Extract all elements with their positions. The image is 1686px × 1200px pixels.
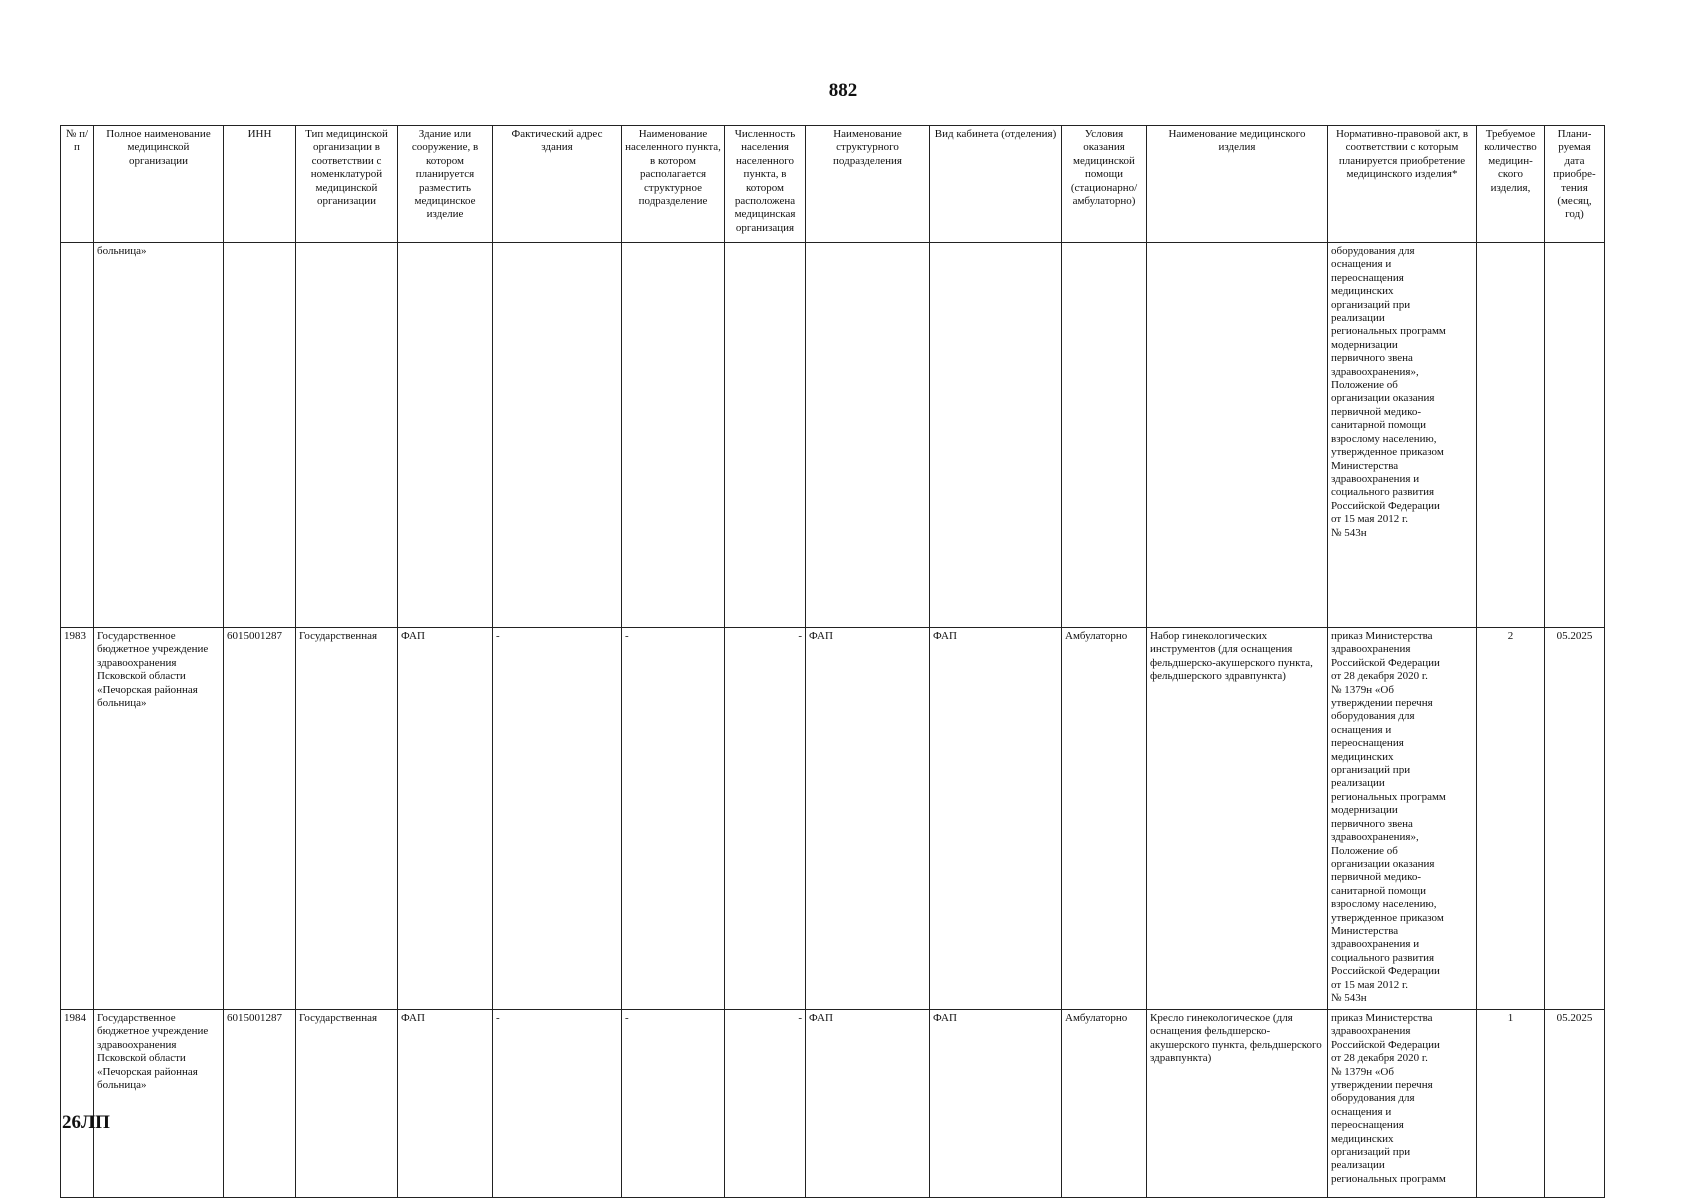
legal-act-line: переоснащения (1331, 1119, 1404, 1132)
legal-act-line: приказ Министерства (1331, 630, 1433, 642)
header-num: № п/п (61, 126, 94, 243)
legal-act-line: оснащения и (1331, 1105, 1392, 1118)
header-org-type: Тип медицинской организации в соответствии с номенклатурой медицинской организации (296, 126, 398, 243)
legal-act-line: Министерства (1331, 459, 1399, 472)
cell-settlement: - (622, 628, 725, 1010)
legal-act-line: модернизации (1331, 338, 1398, 351)
header-settlement: Наименование населенного пункта, в котором располагается структурное подразделение (622, 126, 725, 243)
legal-act-line: здравоохранения и (1331, 472, 1420, 485)
legal-act-line: медицинских (1331, 750, 1394, 763)
cell-population: - (725, 628, 806, 1010)
cell-date (1545, 243, 1605, 628)
legal-act-line: региональных программ (1331, 1172, 1446, 1185)
cell-org: больница» (94, 243, 224, 628)
header-inn: ИНН (224, 126, 296, 243)
cell-conditions (1062, 243, 1147, 628)
table-row (61, 628, 1605, 1010)
legal-act-line: № 1379н «Об (1331, 1065, 1394, 1078)
legal-act-line: организаций при (1331, 764, 1411, 777)
legal-act-line: от 15 мая 2012 г. (1331, 978, 1409, 991)
cell-device: Набор гинекологических инструментов (для оснащения фельдшерско-акушерского пункта, фельдшерского здравпункта) (1147, 628, 1328, 1010)
legal-act-line: № 1379н «Об (1331, 683, 1394, 696)
cell-device (1147, 243, 1328, 628)
legal-act-line: санитарной помощи (1331, 419, 1427, 432)
cell-conditions: Амбулаторно (1062, 1010, 1147, 1198)
cell-type: Государственная (296, 1010, 398, 1198)
legal-act-line: оснащения и (1331, 723, 1392, 736)
cell-settlement (622, 243, 725, 628)
cell-unit: ФАП (806, 1010, 930, 1198)
legal-act-line: социального развития (1331, 486, 1435, 499)
legal-act-line: приказ Министерства (1331, 1012, 1433, 1024)
cell-population: - (725, 1010, 806, 1198)
header-cabinet: Вид кабинета (отделения) (930, 126, 1062, 243)
legal-act-line: утверждении перечня (1331, 1079, 1433, 1092)
cell-date: 05.2025 (1545, 628, 1605, 1010)
legal-act-line: первичного звена (1331, 817, 1413, 830)
legal-act-line: реализации (1331, 777, 1385, 790)
medical-device-registry-table (60, 125, 1605, 1198)
legal-act-line: переоснащения (1331, 271, 1404, 284)
legal-act-line: медицинских (1331, 285, 1394, 298)
legal-act-line: региональных программ (1331, 790, 1446, 803)
header-unit: Наименование структурного подразделения (806, 126, 930, 243)
legal-act-line: от 28 декабря 2020 г. (1331, 670, 1428, 683)
header-address: Фактический адрес здания (493, 126, 622, 243)
cell-num: 1983 (61, 628, 94, 1010)
header-legal-act: Нормативно-правовой акт, в соответствии с которым планируется приобретение медицинского изделия* (1328, 126, 1477, 243)
legal-act-line: Российской Федерации (1331, 499, 1440, 512)
legal-act-line: оснащения и (1331, 258, 1392, 271)
legal-act-line: утверждении перечня (1331, 697, 1433, 710)
legal-act-line: взрослому населению, (1331, 432, 1437, 445)
legal-act-line: от 15 мая 2012 г. (1331, 513, 1409, 526)
legal-act-line: оборудования для (1331, 1092, 1415, 1105)
legal-act-line: реализации (1331, 312, 1385, 325)
legal-act-line: санитарной помощи (1331, 884, 1427, 897)
page-number: 882 (828, 80, 858, 101)
cell-date: 05.2025 (1545, 1010, 1605, 1198)
legal-act-line: Положение об (1331, 844, 1398, 857)
cell-inn (224, 243, 296, 628)
cell-type (296, 243, 398, 628)
legal-act-line: оборудования для (1331, 245, 1415, 257)
legal-act-line: реализации (1331, 1159, 1385, 1172)
legal-act-line: здравоохранения (1331, 1025, 1411, 1038)
legal-act-line: № 543н (1331, 526, 1367, 539)
legal-act-line: Министерства (1331, 924, 1399, 937)
cell-building: ФАП (398, 1010, 493, 1198)
table-row (61, 243, 1605, 628)
legal-act-line: здравоохранения (1331, 643, 1411, 656)
cell-population (725, 243, 806, 628)
legal-act-line: организации оказания (1331, 857, 1435, 870)
header-device: Наименование медицинского изделия (1147, 126, 1328, 243)
cell-num: 1984 (61, 1010, 94, 1198)
cell-legal-act (1328, 243, 1477, 628)
footer-code: 26ЛП (62, 1112, 110, 1133)
cell-cabinet (930, 243, 1062, 628)
legal-act-line: здравоохранения и (1331, 938, 1420, 951)
legal-act-line: Российской Федерации (1331, 656, 1440, 669)
legal-act-line: утвержденное приказом (1331, 911, 1444, 924)
legal-act-line: организаций при (1331, 298, 1411, 311)
cell-address: - (493, 628, 622, 1010)
cell-type: Государственная (296, 628, 398, 1010)
legal-act-line: Положение об (1331, 379, 1398, 392)
legal-act-line: медицинских (1331, 1132, 1394, 1145)
legal-act-line: № 543н (1331, 991, 1367, 1004)
legal-act-line: утвержденное приказом (1331, 446, 1444, 459)
legal-act-line: переоснащения (1331, 737, 1404, 750)
cell-building: ФАП (398, 628, 493, 1010)
cell-conditions: Амбулаторно (1062, 628, 1147, 1010)
cell-building (398, 243, 493, 628)
header-quantity: Требуемое количество медицин-ского изделия, (1477, 126, 1545, 243)
header-population: Численность населения населенного пункта, в котором расположена медицинская организация (725, 126, 806, 243)
header-org-name: Полное наименование медицинской организации (94, 126, 224, 243)
cell-num (61, 243, 94, 628)
legal-act-line: здравоохранения», (1331, 831, 1419, 844)
header-row (61, 126, 1605, 243)
legal-act-line: модернизации (1331, 804, 1398, 817)
cell-quantity: 2 (1477, 628, 1545, 1010)
cell-inn: 6015001287 (224, 628, 296, 1010)
cell-org: Государственное бюджетное учреждение здравоохранения Псковской области «Печорская районная больница» (94, 628, 224, 1010)
legal-act-line: региональных программ (1331, 325, 1446, 338)
cell-org: Государственное бюджетное учреждение здравоохранения Псковской области «Печорская районная больница» (94, 1010, 224, 1198)
cell-unit (806, 243, 930, 628)
legal-act-line: здравоохранения», (1331, 365, 1419, 378)
cell-address (493, 243, 622, 628)
cell-cabinet: ФАП (930, 1010, 1062, 1198)
cell-quantity (1477, 243, 1545, 628)
legal-act-line: взрослому населению, (1331, 898, 1437, 911)
legal-act-line: социального развития (1331, 951, 1435, 964)
header-date: Плани-руемая дата приобре-тения (месяц, год) (1545, 126, 1605, 243)
cell-legal-act (1328, 1010, 1477, 1198)
legal-act-line: организаций при (1331, 1146, 1411, 1159)
cell-inn: 6015001287 (224, 1010, 296, 1198)
legal-act-line: Российской Федерации (1331, 1038, 1440, 1051)
legal-act-line: от 28 декабря 2020 г. (1331, 1052, 1428, 1065)
legal-act-line: Российской Федерации (1331, 965, 1440, 978)
cell-unit: ФАП (806, 628, 930, 1010)
cell-device: Кресло гинекологическое (для оснащения фельдшерско-акушерского пункта, фельдшерского здравпункта) (1147, 1010, 1328, 1198)
legal-act-line: оборудования для (1331, 710, 1415, 723)
table-row (61, 1010, 1605, 1198)
legal-act-line: первичной медико- (1331, 871, 1422, 884)
cell-address: - (493, 1010, 622, 1198)
cell-quantity: 1 (1477, 1010, 1545, 1198)
header-conditions: Условия оказания медицинской помощи (стационарно/амбулаторно) (1062, 126, 1147, 243)
cell-settlement: - (622, 1010, 725, 1198)
header-building: Здание или сооружение, в котором планируется разместить медицинское изделие (398, 126, 493, 243)
legal-act-line: организации оказания (1331, 392, 1435, 405)
legal-act-line: первичной медико- (1331, 405, 1422, 418)
cell-cabinet: ФАП (930, 628, 1062, 1010)
cell-legal-act (1328, 628, 1477, 1010)
legal-act-line: первичного звена (1331, 352, 1413, 365)
